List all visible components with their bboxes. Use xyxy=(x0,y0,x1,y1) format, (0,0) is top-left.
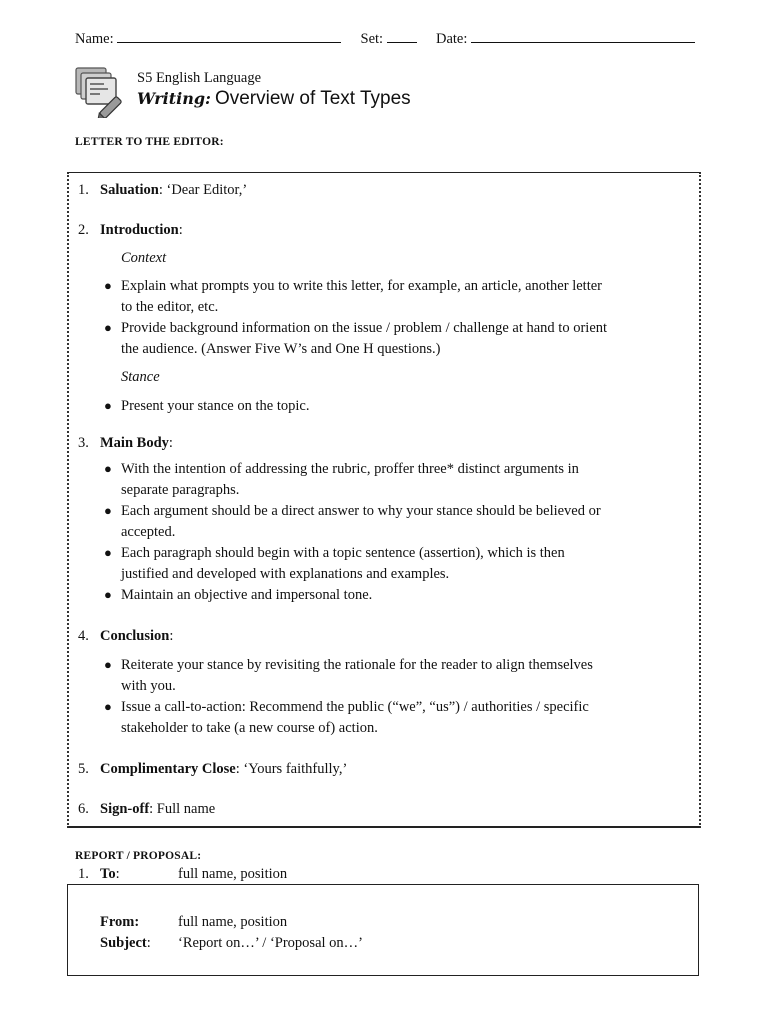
title-label: Writing: xyxy=(137,89,211,108)
bullet-text xyxy=(121,543,565,585)
bullet-icon: ● xyxy=(104,320,112,335)
bullet-text: Maintain an objective and impersonal tone. xyxy=(121,587,373,603)
bullet-line: accepted. xyxy=(121,524,176,540)
bullet-icon: ● xyxy=(104,503,112,518)
introduction-item xyxy=(100,221,183,239)
item-suffix: : xyxy=(169,628,174,644)
item-value: : ‘Yours faithfully,’ xyxy=(235,761,348,777)
bullet-line: With the intention of addressing the rubric, proffer three* distinct arguments in xyxy=(121,461,579,477)
to-value: full name, position xyxy=(178,866,288,882)
bullet-icon: ● xyxy=(104,461,112,476)
name-label: Name: xyxy=(75,31,114,47)
to-label-text: To xyxy=(100,866,116,882)
complimentary-close-item xyxy=(100,760,347,778)
bullet-text xyxy=(121,655,593,697)
bullet-text: Present your stance on the topic. xyxy=(121,398,310,414)
item-label: Complimentary Close xyxy=(100,761,236,777)
bullet-icon: ● xyxy=(104,398,112,413)
bullet-line: Each paragraph should begin with a topic sentence (assertion), which is then xyxy=(121,545,565,561)
item-label: Conclusion xyxy=(100,628,170,644)
bullet-line: to the editor, etc. xyxy=(121,299,219,315)
set-label: Set: xyxy=(360,31,384,47)
bullet-line: justified and developed with explanations and examples. xyxy=(121,566,450,582)
bullet-text xyxy=(121,697,589,739)
bullet-line: with you. xyxy=(121,678,176,694)
header-fields xyxy=(75,30,695,48)
bullet-line: the audience. (Answer Five W’s and One H questions.) xyxy=(121,341,441,357)
bullet-line: Each argument should be a direct answer to why your stance should be believed or xyxy=(121,503,601,519)
item-label: Saluation xyxy=(100,182,159,198)
from-value: full name, position xyxy=(178,914,288,930)
bullet-icon: ● xyxy=(104,657,112,672)
set-field[interactable] xyxy=(387,30,417,43)
bullet-icon: ● xyxy=(104,699,112,714)
item-number: 1. xyxy=(78,182,89,198)
letter-section-heading: LETTER TO THE EDITOR: xyxy=(75,136,224,148)
item-number: 3. xyxy=(78,435,89,451)
item-label: Introduction xyxy=(100,222,179,238)
conclusion-item xyxy=(100,627,173,645)
subject-colon: : xyxy=(146,935,151,951)
bullet-icon: ● xyxy=(104,587,112,602)
bullet-icon: ● xyxy=(104,545,112,560)
bullet-text xyxy=(121,501,601,543)
page-title xyxy=(137,88,411,110)
title-text: Overview of Text Types xyxy=(214,88,411,109)
subject-label xyxy=(100,934,151,952)
salutation-item xyxy=(100,181,247,199)
bullet-text xyxy=(121,459,579,501)
stance-subheading: Stance xyxy=(121,369,160,385)
bullet-line: Issue a call-to-action: Recommend the public (“we”, “us”) / authorities / specific xyxy=(121,699,589,715)
bullet-line: stakeholder to take (a new course of) action. xyxy=(121,720,378,736)
subject-label-text: Subject xyxy=(100,935,147,951)
bullet-line: separate paragraphs. xyxy=(121,482,240,498)
bullet-line: Provide background information on the issue / problem / challenge at hand to orient xyxy=(121,320,608,336)
item-label: Sign-off xyxy=(100,801,150,817)
item-number: 2. xyxy=(78,222,89,238)
bullet-line: Reiterate your stance by revisiting the rationale for the reader to align themselves xyxy=(121,657,593,673)
context-subheading: Context xyxy=(121,250,167,266)
item-number: 4. xyxy=(78,628,89,644)
subject-value: ‘Report on…’ / ‘Proposal on…’ xyxy=(178,935,363,951)
from-label xyxy=(100,913,139,931)
bullet-text xyxy=(121,318,607,360)
date-field[interactable] xyxy=(471,30,695,43)
name-field[interactable] xyxy=(117,30,341,43)
date-label: Date: xyxy=(435,31,468,47)
item-number: 6. xyxy=(78,801,89,817)
item-value: : ‘Dear Editor,’ xyxy=(158,182,248,198)
bullet-icon: ● xyxy=(104,278,112,293)
sign-off-item xyxy=(100,800,215,818)
course-name: S5 English Language xyxy=(137,70,262,86)
from-label-text: From: xyxy=(100,914,140,930)
item-suffix: : xyxy=(178,222,183,238)
report-section-heading: REPORT / PROPOSAL: xyxy=(75,850,202,862)
item-suffix: : xyxy=(168,435,173,451)
to-label xyxy=(100,865,120,883)
item-value: : Full name xyxy=(149,801,216,817)
document-pen-icon xyxy=(74,66,126,118)
report-section-box xyxy=(67,884,699,976)
item-label: Main Body xyxy=(100,435,169,451)
item-number: 5. xyxy=(78,761,89,777)
bullet-text xyxy=(121,276,602,318)
bullet-line: Explain what prompts you to write this letter, for example, an article, another letter xyxy=(121,278,602,294)
main-body-item xyxy=(100,434,173,452)
item-number: 1. xyxy=(78,866,89,882)
to-colon: : xyxy=(115,866,120,882)
